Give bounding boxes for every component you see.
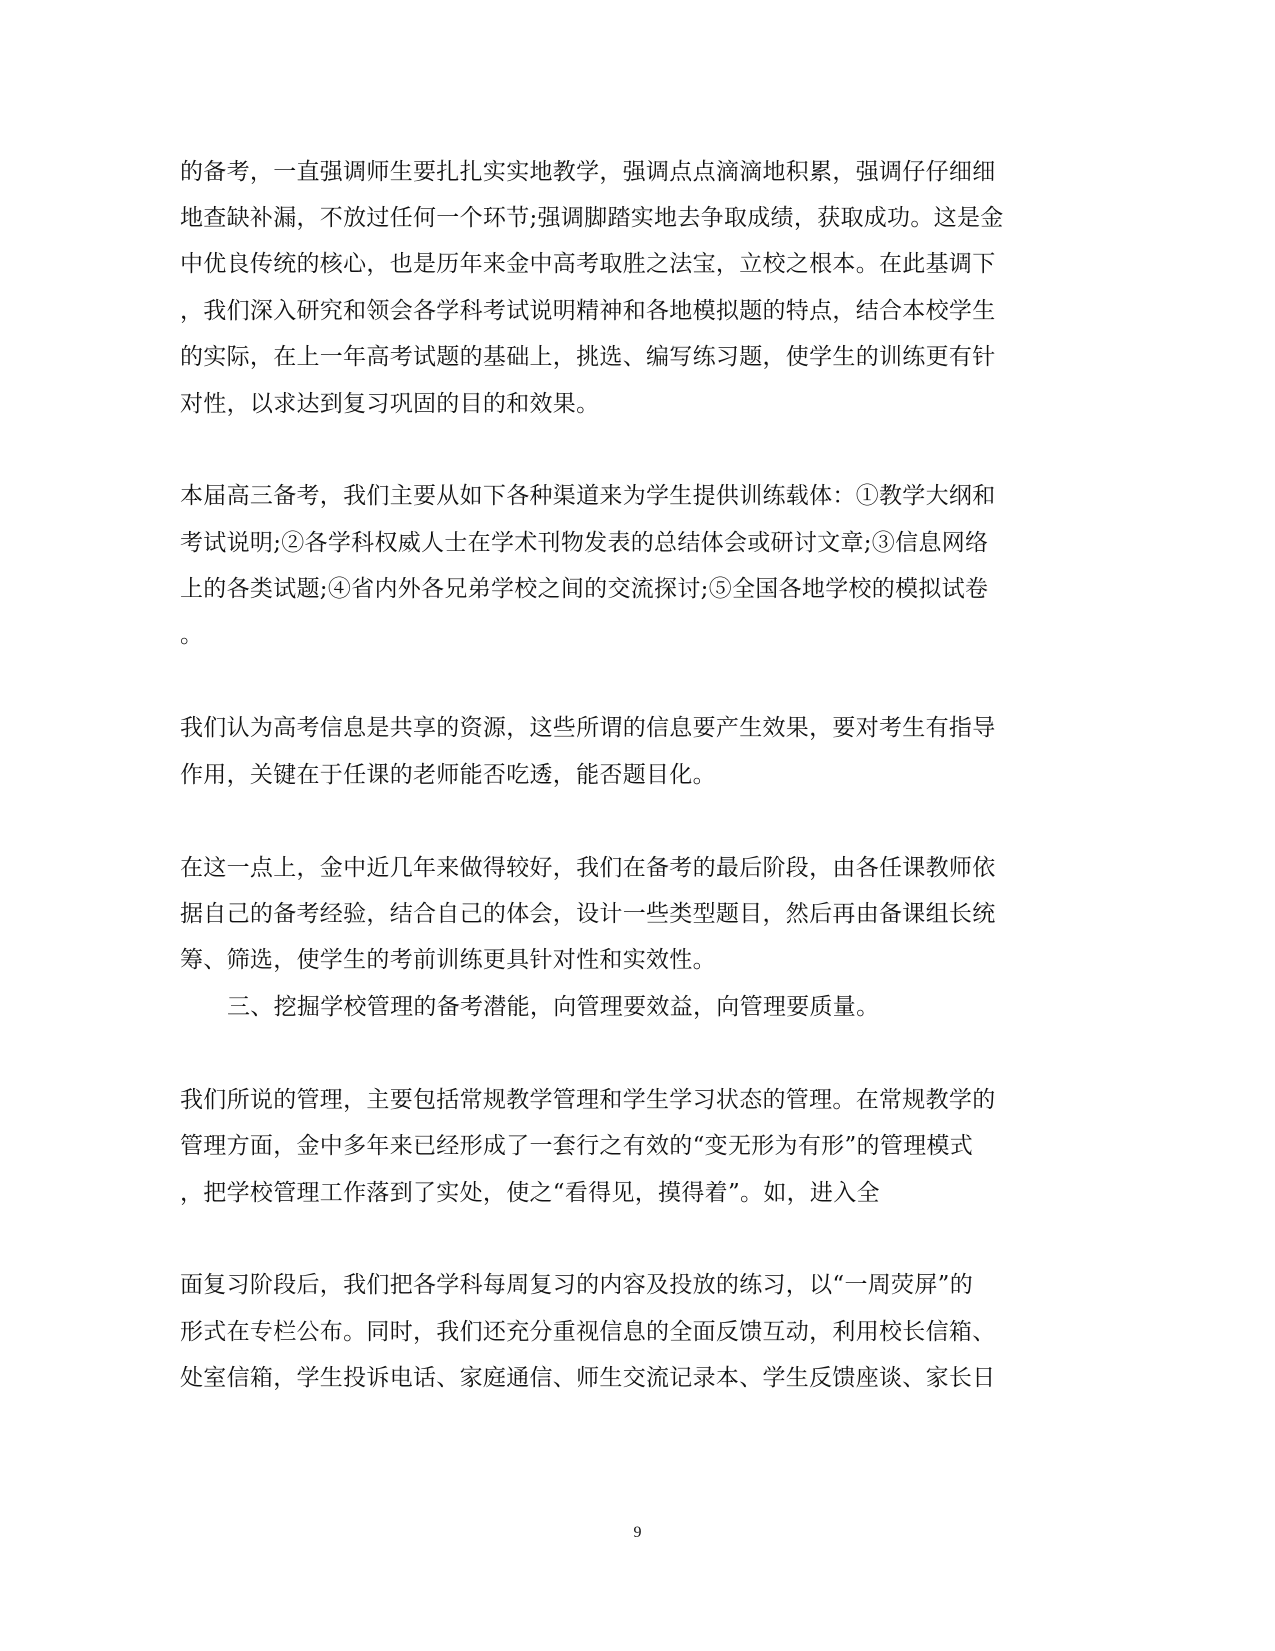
text-line: ，我们深入研究和领会各学科考试说明精神和各地模拟题的特点，结合本校学生 — [180, 298, 996, 324]
text-line: 考试说明;②各学科权威人士在学术刊物发表的总结体会或研讨文章;③信息网络 — [180, 530, 989, 556]
text-line: 在这一点上，金中近几年来做得较好，我们在备考的最后阶段，由各任课教师依 — [180, 855, 996, 881]
text-line: 作用，关键在于任课的老师能否吃透，能否题目化。 — [180, 762, 716, 788]
text-line: 据自己的备考经验，结合自己的体会，设计一些类型题目，然后再由备课组长统 — [180, 901, 996, 927]
text-line: 中优良传统的核心，也是历年来金中高考取胜之法宝，立校之根本。在此基调下 — [180, 251, 996, 277]
text-line: 形式在专栏公布。同时，我们还充分重视信息的全面反馈互动，利用校长信箱、 — [180, 1319, 996, 1345]
section-heading: 三、挖掘学校管理的备考潜能，向管理要效益，向管理要质量。 — [227, 994, 880, 1020]
text-line: 管理方面，金中多年来已经形成了一套行之有效的“变无形为有形”的管理模式 — [180, 1133, 974, 1159]
text-line: 我们认为高考信息是共享的资源，这些所谓的信息要产生效果，要对考生有指导 — [180, 715, 996, 741]
text-line: 。 — [180, 622, 204, 648]
text-line: 的实际，在上一年高考试题的基础上，挑选、编写练习题，使学生的训练更有针 — [180, 344, 996, 370]
text-line: 筹、筛选，使学生的考前训练更具针对性和实效性。 — [180, 947, 716, 973]
text-line: 处室信箱，学生投诉电话、家庭通信、师生交流记录本、学生反馈座谈、家长日 — [180, 1365, 996, 1391]
text-line: 地查缺补漏，不放过任何一个环节;强调脚踏实地去争取成绩，获取成功。这是金 — [180, 205, 1004, 231]
text-line: 上的各类试题;④省内外各兄弟学校之间的交流探讨;⑤全国各地学校的模拟试卷 — [180, 576, 989, 602]
text-line: ，把学校管理工作落到了实处，使之“看得见，摸得着”。如，进入全 — [180, 1180, 880, 1206]
text-line: 的备考，一直强调师生要扎扎实实地教学，强调点点滴滴地积累，强调仔仔细细 — [180, 159, 996, 185]
text-line: 对性，以求达到复习巩固的目的和效果。 — [180, 391, 600, 417]
text-line: 本届高三备考，我们主要从如下各种渠道来为学生提供训练载体：①教学大纲和 — [180, 483, 996, 509]
text-line: 我们所说的管理，主要包括常规教学管理和学生学习状态的管理。在常规教学的 — [180, 1087, 996, 1113]
text-line: 面复习阶段后，我们把各学科每周复习的内容及投放的练习，以“一周荧屏”的 — [180, 1272, 974, 1298]
page-number: 9 — [633, 1524, 642, 1541]
